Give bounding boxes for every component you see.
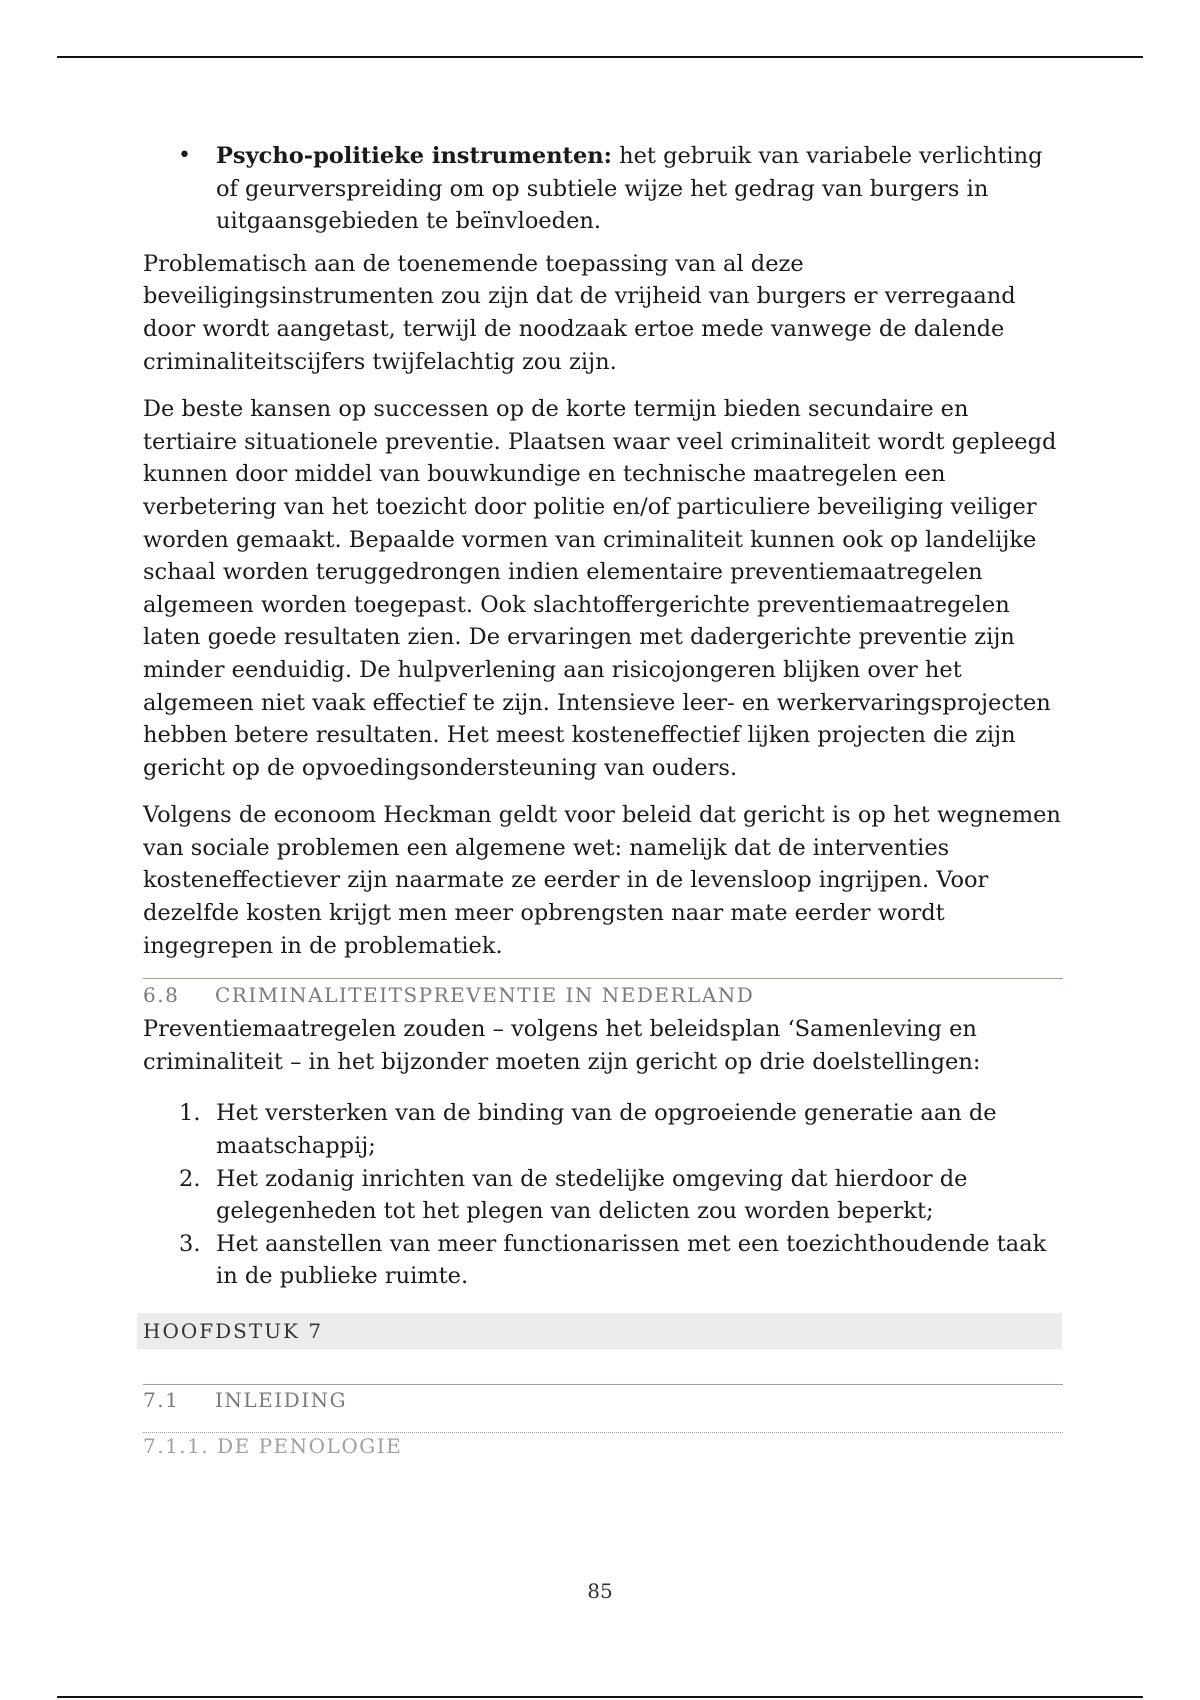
paragraph-preventiemaatregelen: Preventiemaatregelen zouden – volgens het beleidsplan ‘Samenleving en criminaliteit – in het bijzonder moeten zijn gericht op drie doelstellingen: [143, 1016, 981, 1075]
list-item-text: Het zodanig inrichten van de stedelijke omgeving dat hierdoor de gelegenheden tot het plegen van delicten zou worden beperkt; [216, 1165, 968, 1225]
section-heading-7-1 [143, 1384, 1063, 1432]
list-item [143, 1097, 1063, 1162]
section-title: CRIMINALITEITSPREVENTIE IN NEDERLAND [215, 983, 755, 1008]
list-item [143, 1163, 1063, 1228]
section-number: 7.1 [143, 1388, 180, 1412]
paragraph-problematisch: Problematisch aan de toenemende toepassing van al deze beveiligingsinstrumenten zou zijn dat de vrijheid van burgers er verregaand door wordt aangetast, terwijl de noodzaak ertoe mede vanwege de dalende criminaliteitscijfers twijfelachtig zou zijn. [143, 250, 1016, 375]
goals-list [143, 1097, 1063, 1293]
page-body [143, 140, 1063, 1458]
page-number: 85 [587, 1579, 613, 1603]
list-item-text: Het aanstellen van meer functionarissen met een toezichthoudende taak in de publieke ruimte. [216, 1230, 1047, 1290]
paragraph-beste-kansen: De beste kansen op successen op de korte termijn bieden secundaire en tertiaire situationele preventie. Plaatsen waar veel criminaliteit wordt gepleegd kunnen door middel van bouwkundige en technische maatregelen een verbetering van het toezicht door politie en/of particuliere beveiliging veiliger worden gemaakt. Bepaalde vormen van criminaliteit kunnen ook op landelijke schaal worden teruggedrongen indien elementaire preventiemaatregelen algemeen worden toegepast. Ook slachtoffergerichte preventiemaatregelen laten goede resultaten zien. De ervaringen met dadergerichte preventie zijn minder eenduidig. De hulpverlening aan risicojongeren blijken over het algemeen niet vaak effectief te zijn. Intensieve leer- en werkervaringsprojecten hebben betere resultaten. Het meest kosteneffectief lijken projecten die zijn gericht op de opvoedingsondersteuning van ouders. [143, 396, 1057, 781]
list-item-text: Het versterken van de binding van de opgroeiende generatie aan de maatschappij; [216, 1100, 997, 1160]
bullet-list [143, 140, 1063, 238]
bullet-item [216, 140, 1063, 238]
footer-rule [57, 1696, 1143, 1698]
section-heading-6-8 [143, 978, 1063, 1011]
header-rule [57, 56, 1143, 58]
paragraph-heckman: Volgens de econoom Heckman geldt voor beleid dat gericht is op het wegnemen van sociale problemen een algemene wet: namelijk dat de interventies kosteneffectiever zijn naarmate ze eerder in de levensloop ingrijpen. Voor dezelfde kosten krijgt men meer opbrengsten naar mate eerder wordt ingegrepen in de problematiek. [143, 802, 1061, 959]
section-number: 6.8 [143, 983, 180, 1008]
chapter-heading: HOOFDSTUK 7 [137, 1313, 1062, 1349]
list-item-number: 2. [179, 1165, 201, 1192]
bullet-term: Psycho-politieke instrumenten: [216, 143, 612, 169]
subsection-heading-7-1-1: 7.1.1. DE PENOLOGIE [143, 1432, 1063, 1458]
list-item [143, 1228, 1063, 1293]
list-item-number: 1. [179, 1100, 201, 1127]
section-title: INLEIDING [215, 1388, 348, 1412]
bullet-text: het gebruik van variabele verlichting of geurverspreiding om op subtiele wijze het gedrag van burgers in uitgaansgebieden te beïnvloeden. [216, 143, 1043, 235]
list-item-number: 3. [179, 1230, 201, 1257]
